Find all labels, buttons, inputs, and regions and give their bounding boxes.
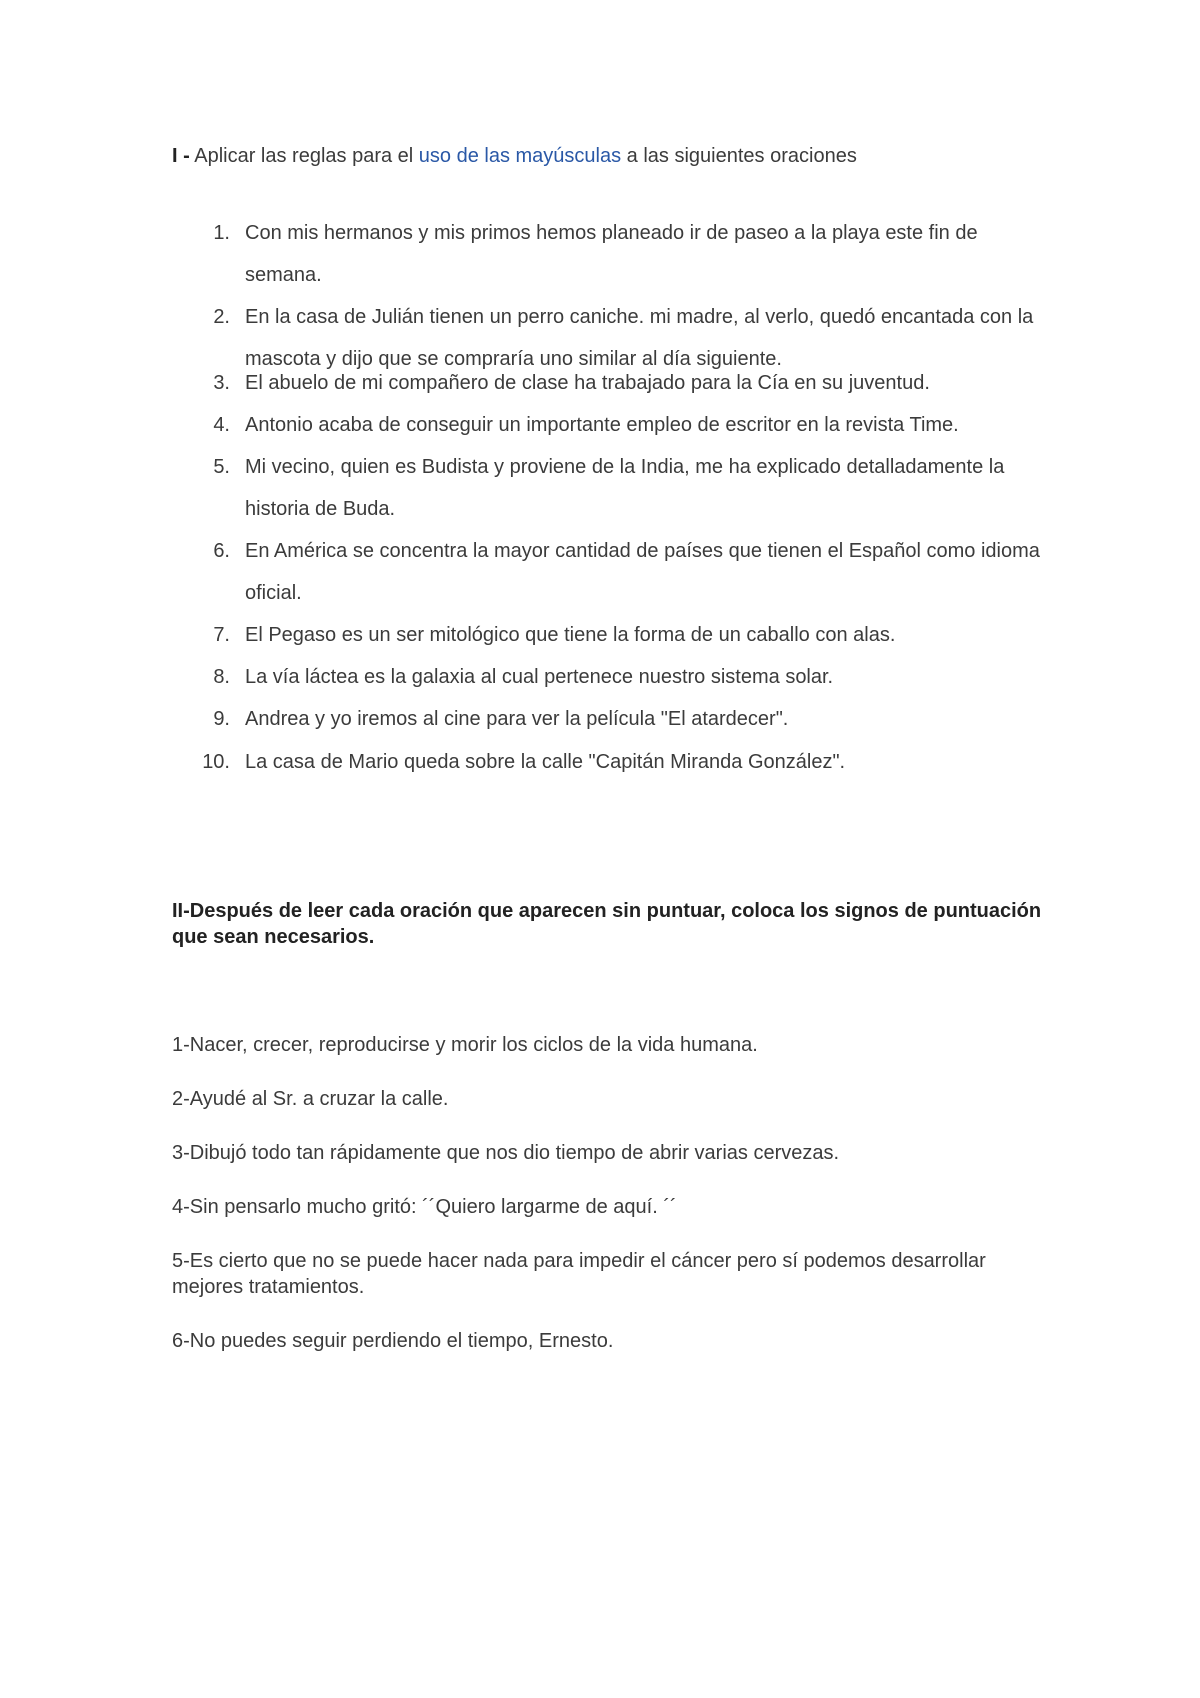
list-item (172, 740, 1042, 784)
list-item (172, 698, 1042, 740)
exercise-sentence: 4-Sin pensarlo mucho gritó: ´´Quiero largarme de aquí. ´´ (172, 1196, 677, 1218)
section-2-heading: II-Después de leer cada oración que aparecen sin puntuar, coloca los signos de puntuación que sean necesarios. (172, 900, 1042, 948)
list-item-number: 8. (213, 666, 230, 688)
list-item-number: 3. (213, 372, 230, 394)
list-item-number: 6. (213, 540, 230, 562)
list-item-number: 9. (213, 708, 230, 730)
list-item-number: 7. (213, 624, 230, 646)
exercise-sentence: 3-Dibujó todo tan rápidamente que nos dio tiempo de abrir varias cervezas. (172, 1142, 840, 1164)
section-1-roman: I - (172, 145, 190, 167)
exercise-sentence: 5-Es cierto que no se puede hacer nada para impedir el cáncer pero sí podemos desarrollar mejores tratamientos. (172, 1250, 986, 1298)
list-item-number: 2. (213, 306, 230, 328)
list-item-text: El abuelo de mi compañero de clase ha trabajado para la Cía en su juventud. (245, 372, 930, 394)
list-item-number: 5. (213, 456, 230, 478)
list-item-text: Antonio acaba de conseguir un importante empleo de escritor en la revista Time. (245, 414, 959, 436)
list-item (172, 212, 1042, 296)
list-item-number: 1. (213, 222, 230, 244)
list-item-number: 10. (202, 751, 230, 773)
list-item (172, 656, 1042, 698)
section-1-heading (172, 142, 857, 170)
list-item-text: El Pegaso es un ser mitológico que tiene la forma de un caballo con alas. (245, 624, 896, 646)
section-1-instruction-start: Aplicar las reglas para el (189, 145, 419, 167)
list-item (172, 530, 1042, 614)
exercise-sentence: 1-Nacer, crecer, reproducirse y morir los ciclos de la vida humana. (172, 1034, 758, 1056)
list-item-text: La casa de Mario queda sobre la calle "Capitán Miranda González". (245, 751, 846, 773)
list-item-text: Mi vecino, quien es Budista y proviene de la India, me ha explicado detalladamente la historia de Buda. (245, 456, 1005, 520)
list-item-text: En América se concentra la mayor cantidad de países que tienen el Español como idioma oficial. (245, 540, 1040, 604)
list-item-text: La vía láctea es la galaxia al cual pertenece nuestro sistema solar. (245, 666, 834, 688)
punctuation-exercise-list (172, 1032, 1052, 1382)
exercise-sentence: 2-Ayudé al Sr. a cruzar la calle. (172, 1088, 449, 1110)
capitalization-exercise-list (172, 212, 1042, 784)
mayusculas-link[interactable]: uso de las mayúsculas (418, 145, 622, 167)
list-item-text: En la casa de Julián tienen un perro caniche. mi madre, al verlo, quedó encantada con la mascota y dijo que se compraría uno similar al día siguiente. (245, 306, 1034, 370)
exercise-sentence: 6-No puedes seguir perdiendo el tiempo, Ernesto. (172, 1330, 614, 1352)
section-1-instruction-end: a las siguientes oraciones (621, 145, 857, 167)
list-item (172, 614, 1042, 656)
list-item (172, 446, 1042, 530)
list-item-text: Andrea y yo iremos al cine para ver la película "El atardecer". (245, 708, 789, 730)
list-item-text: Con mis hermanos y mis primos hemos planeado ir de paseo a la playa este fin de semana. (245, 222, 978, 286)
list-item (172, 362, 1042, 404)
list-item-number: 4. (213, 414, 230, 436)
list-item (172, 404, 1042, 446)
